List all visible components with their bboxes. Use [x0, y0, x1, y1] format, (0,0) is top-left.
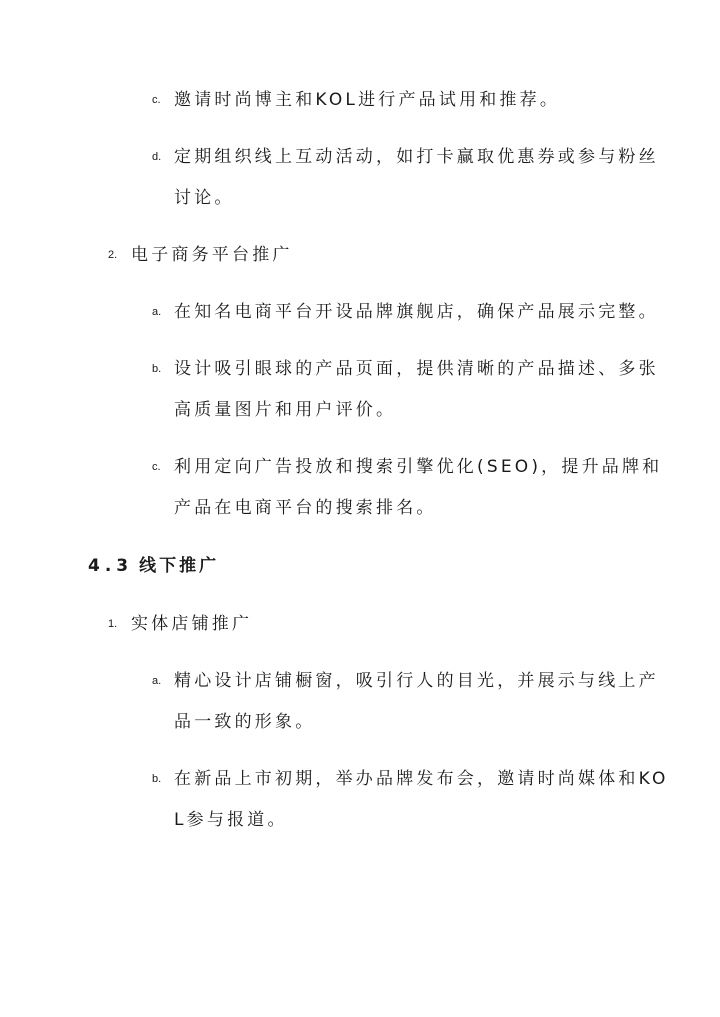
list-item-text: 精心设计店铺橱窗，吸引行人的目光，并展示与线上产: [174, 671, 659, 691]
list-item-text-continued: 高质量图片和用户评价。: [174, 400, 397, 420]
list-marker: 2.: [108, 249, 118, 261]
list-item-text: 在新品上市初期，举办品牌发布会，邀请时尚媒体和KO: [174, 769, 669, 789]
list-item-text-continued: L参与报道。: [174, 810, 288, 830]
list-marker: a.: [152, 675, 162, 687]
list-item-text-continued: 讨论。: [174, 188, 235, 208]
list-item-text: 电子商务平台推广: [131, 245, 293, 265]
section-heading: [88, 554, 219, 578]
list-marker: b.: [152, 773, 162, 785]
list-item-text-continued: 产品在电商平台的搜索排名。: [174, 498, 437, 518]
list-marker: d.: [152, 151, 162, 163]
list-item-text: 实体店铺推广: [131, 614, 253, 634]
list-item-text: 在知名电商平台开设品牌旗舰店，确保产品展示完整。: [174, 302, 659, 322]
list-item-text-continued: 品一致的形象。: [174, 712, 316, 732]
list-marker: c.: [152, 94, 161, 106]
list-item-text: 利用定向广告投放和搜索引擎优化(SEO)，提升品牌和: [174, 457, 663, 477]
list-item-text: 邀请时尚博主和KOL进行产品试用和推荐。: [174, 90, 561, 110]
list-marker: c.: [152, 461, 161, 473]
section-title: 线下推广: [139, 556, 220, 576]
list-item-text: 定期组织线上互动活动，如打卡赢取优惠券或参与粉丝: [174, 147, 659, 167]
list-marker: a.: [152, 306, 162, 318]
list-marker: 1.: [108, 618, 118, 630]
section-number: 4.3: [88, 556, 134, 576]
list-marker: b.: [152, 363, 162, 375]
list-item-text: 设计吸引眼球的产品页面，提供清晰的产品描述、多张: [174, 359, 659, 379]
